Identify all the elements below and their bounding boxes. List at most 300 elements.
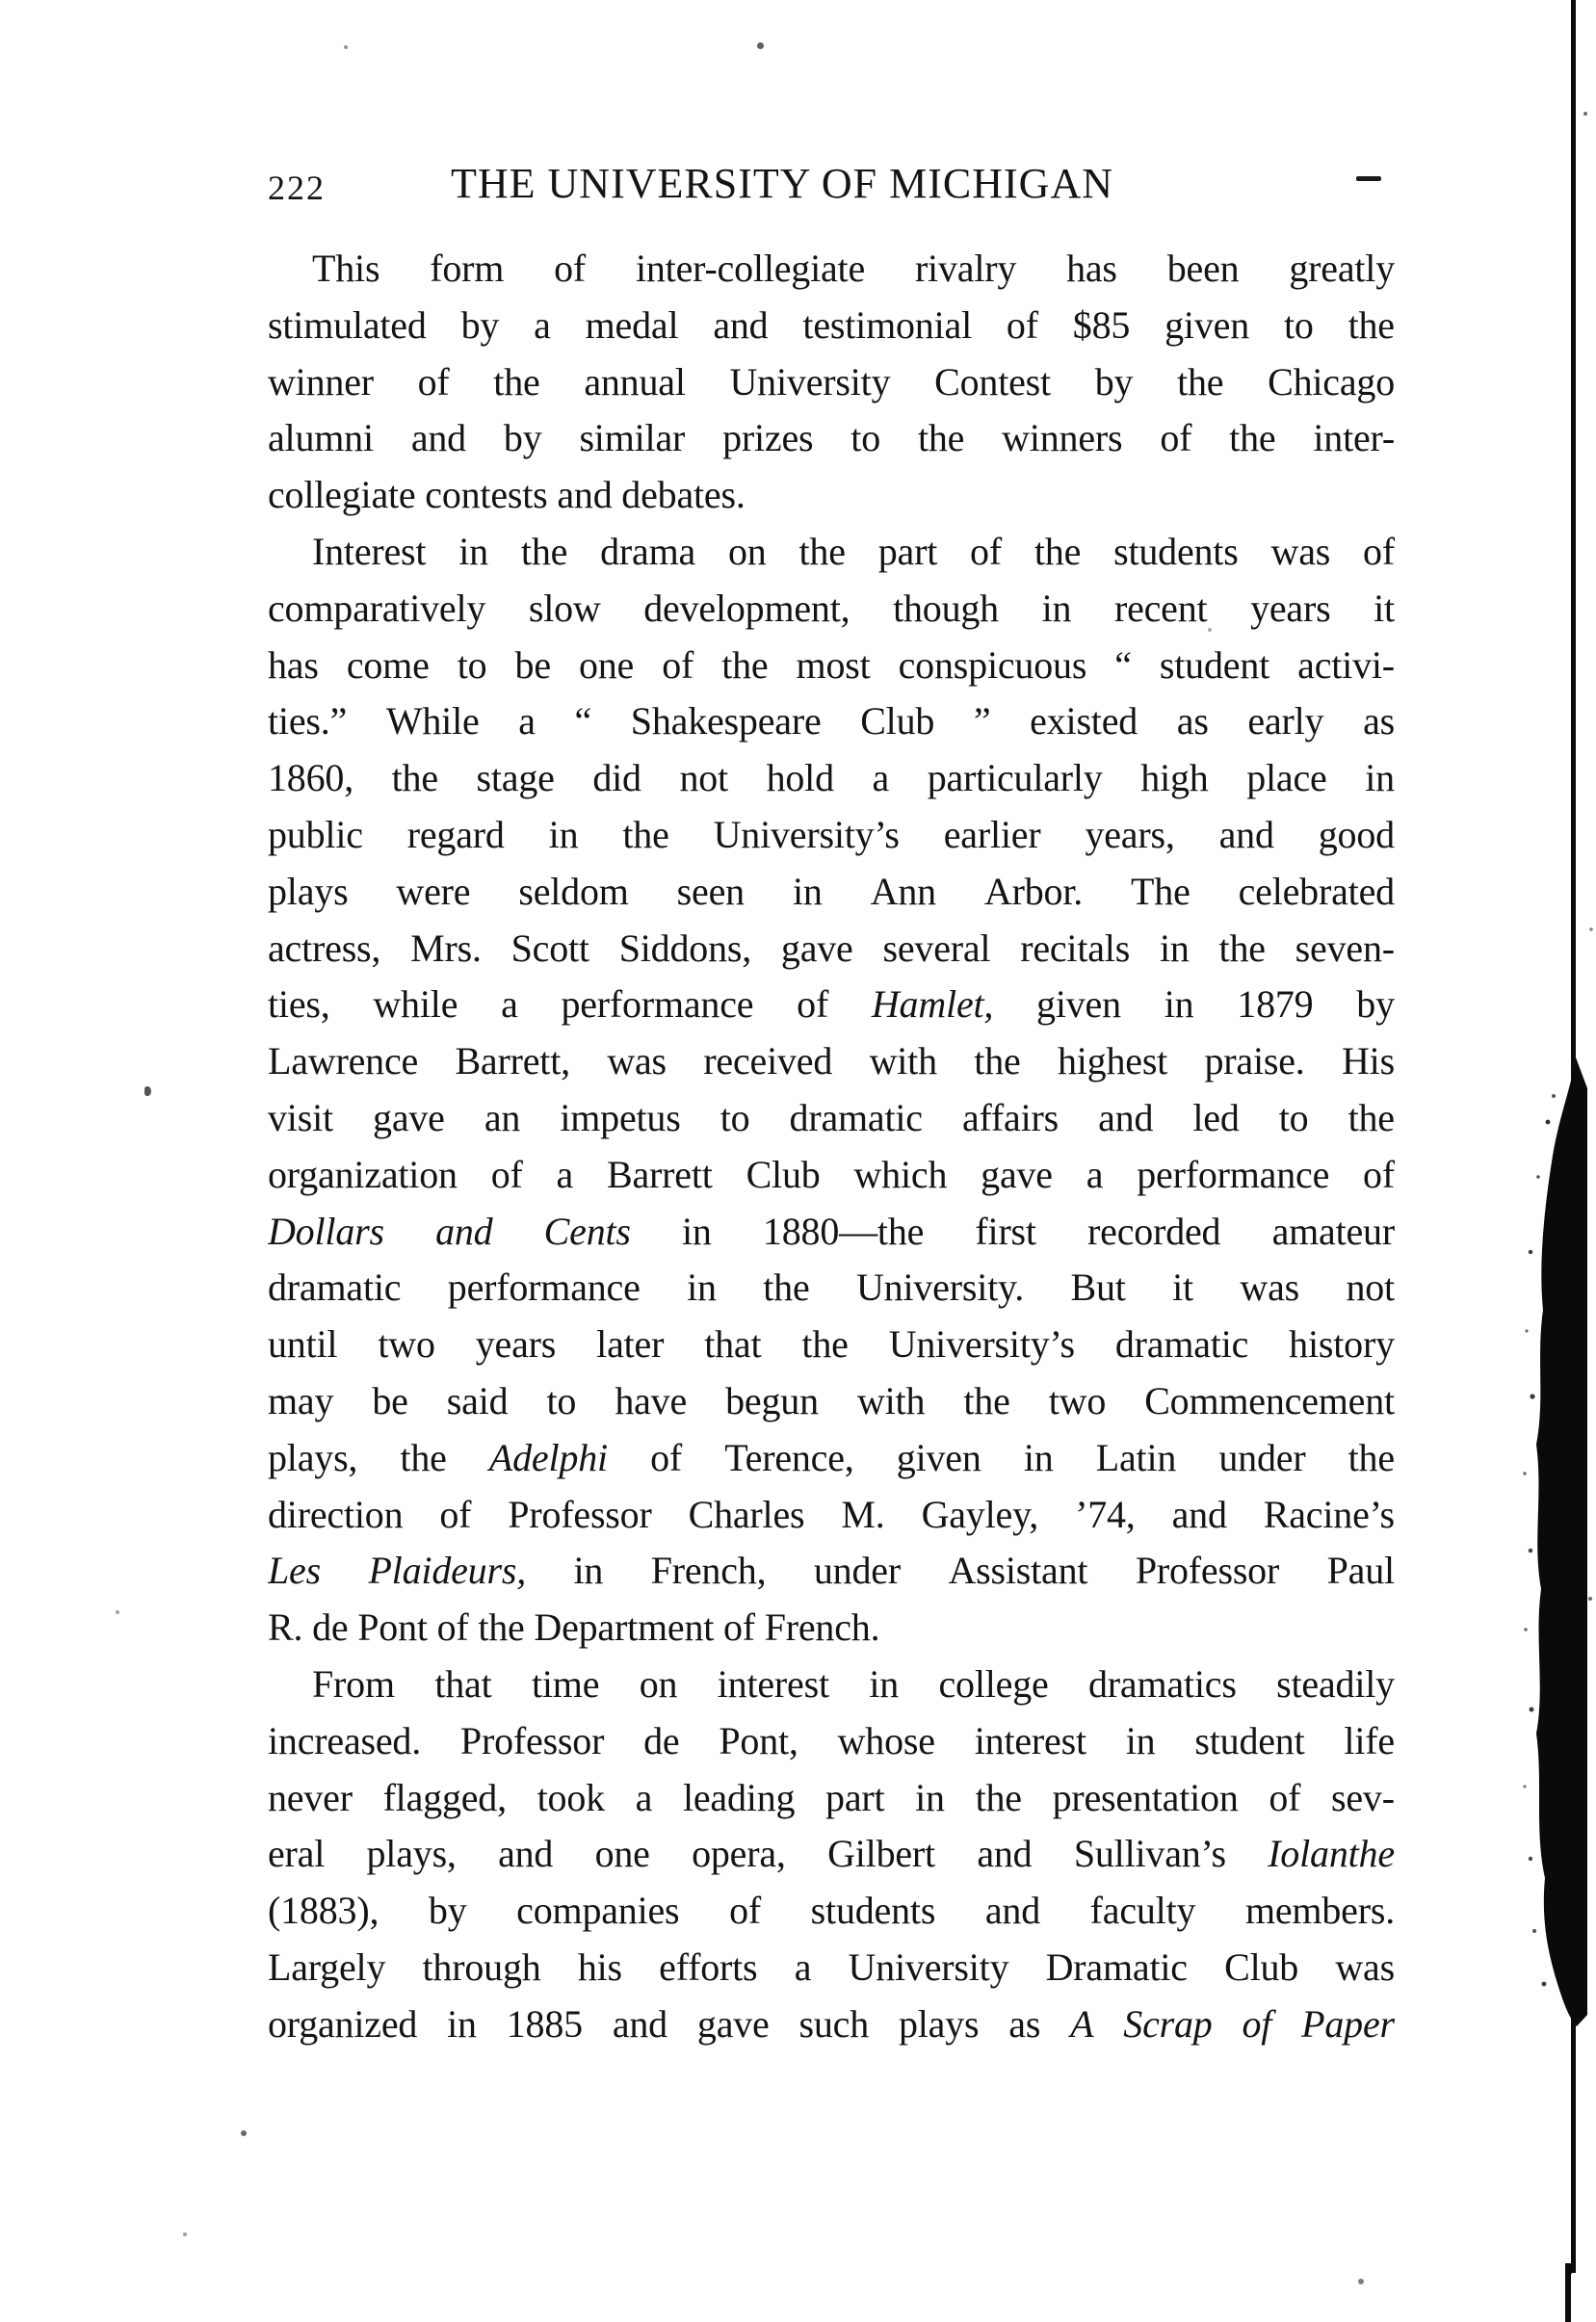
word: amateur bbox=[1271, 1209, 1395, 1253]
word: to bbox=[457, 642, 487, 687]
text-line bbox=[268, 1826, 1395, 1883]
word: that bbox=[434, 1661, 492, 1706]
word: ’74, bbox=[1075, 1492, 1136, 1536]
text-line bbox=[268, 1996, 1395, 2053]
word: students bbox=[1113, 529, 1239, 573]
word: gave bbox=[373, 1095, 445, 1139]
word: of bbox=[439, 1492, 472, 1536]
word: the bbox=[917, 416, 965, 460]
word: University. bbox=[855, 1265, 1025, 1310]
word: of bbox=[554, 247, 587, 290]
word: 1880—the bbox=[762, 1209, 925, 1253]
word: Assistant bbox=[948, 1549, 1088, 1593]
word: and bbox=[984, 1889, 1040, 1933]
text-line bbox=[268, 1260, 1395, 1317]
word: dramatic bbox=[268, 1265, 402, 1310]
paragraph bbox=[268, 524, 1395, 1657]
word: alumni bbox=[268, 416, 374, 460]
word: Pont, bbox=[719, 1718, 798, 1762]
word: of bbox=[729, 1889, 762, 1933]
word: University’s bbox=[713, 812, 900, 856]
text-line bbox=[268, 1657, 1395, 1713]
text-line bbox=[268, 581, 1395, 638]
word: Gilbert bbox=[827, 1832, 935, 1876]
word: While bbox=[385, 699, 480, 744]
text-line bbox=[268, 467, 1395, 524]
word: Club bbox=[1224, 1944, 1299, 1989]
word: and bbox=[1171, 1492, 1227, 1536]
word: inter- bbox=[1313, 416, 1395, 460]
scan-speckle bbox=[116, 1610, 119, 1614]
word: it bbox=[1374, 586, 1395, 630]
word: in bbox=[1365, 756, 1395, 800]
scan-speckle bbox=[241, 2130, 247, 2136]
word: and bbox=[498, 1832, 554, 1876]
word: by bbox=[503, 416, 542, 460]
word: winners bbox=[1002, 416, 1123, 460]
word: the bbox=[1229, 416, 1276, 460]
word: visit bbox=[268, 1095, 333, 1139]
word: Dramatic bbox=[1045, 1944, 1188, 1989]
word: Barrett, bbox=[455, 1039, 570, 1083]
word: the bbox=[622, 812, 669, 856]
word: the bbox=[798, 529, 846, 573]
word: under bbox=[1218, 1435, 1306, 1479]
word: a bbox=[794, 1944, 812, 1989]
word: presentation bbox=[1052, 1775, 1239, 1819]
word: the bbox=[1347, 302, 1395, 347]
word: life bbox=[1344, 1718, 1395, 1762]
word: begun bbox=[725, 1378, 819, 1422]
word: Chicago bbox=[1268, 359, 1395, 404]
word: given bbox=[896, 1435, 981, 1479]
word: ” bbox=[973, 699, 991, 744]
word: in bbox=[792, 869, 823, 913]
word: in bbox=[682, 1209, 712, 1253]
word: performance bbox=[561, 982, 754, 1027]
word: Professor bbox=[1135, 1549, 1280, 1593]
word: to bbox=[720, 1095, 750, 1139]
word: given bbox=[1036, 982, 1121, 1027]
word: in bbox=[573, 1549, 604, 1593]
paragraph bbox=[268, 1657, 1395, 2053]
scan-speckle bbox=[1208, 628, 1212, 632]
word: earlier bbox=[943, 812, 1041, 856]
word: as bbox=[1008, 2001, 1041, 2046]
word: and bbox=[410, 416, 466, 460]
word: Latin bbox=[1095, 1435, 1177, 1479]
word: recent bbox=[1113, 586, 1208, 630]
word: received bbox=[703, 1039, 833, 1083]
word: a bbox=[518, 699, 536, 744]
word: the bbox=[1347, 1435, 1395, 1479]
word: Dollars bbox=[268, 1209, 384, 1253]
text-column bbox=[268, 241, 1395, 2053]
word: two bbox=[1048, 1378, 1107, 1422]
word: affairs bbox=[961, 1095, 1059, 1139]
scan-speckle bbox=[183, 2232, 187, 2236]
word: may bbox=[268, 1378, 334, 1422]
word: Largely bbox=[268, 1944, 386, 1989]
word: de bbox=[643, 1718, 680, 1762]
word: which bbox=[853, 1152, 948, 1196]
book-binding-shadow bbox=[1519, 0, 1596, 2322]
text-line bbox=[268, 807, 1395, 864]
word: the bbox=[801, 1322, 849, 1367]
word: college bbox=[938, 1661, 1049, 1706]
binding-wedge bbox=[1536, 1057, 1587, 2026]
word: the bbox=[975, 1775, 1022, 1819]
word: University’s bbox=[888, 1322, 1075, 1367]
word: the bbox=[963, 1378, 1010, 1422]
word: high bbox=[1140, 756, 1209, 800]
word: a bbox=[635, 1775, 653, 1819]
word: as bbox=[1363, 699, 1395, 744]
word: it bbox=[1172, 1265, 1193, 1310]
word: years bbox=[475, 1322, 557, 1367]
word: Club bbox=[860, 699, 935, 744]
word: of bbox=[1006, 302, 1038, 347]
scan-speckle bbox=[757, 42, 764, 49]
word: stage bbox=[476, 756, 555, 800]
word: public bbox=[268, 812, 363, 856]
text-line bbox=[268, 524, 1395, 581]
word: time bbox=[531, 1661, 600, 1706]
text-line bbox=[268, 1430, 1395, 1487]
text-line bbox=[268, 750, 1395, 807]
word: the bbox=[391, 756, 438, 800]
word: faculty bbox=[1089, 1889, 1196, 1933]
word: His bbox=[1342, 1039, 1395, 1083]
word: direction bbox=[268, 1492, 404, 1536]
word: Charles bbox=[688, 1492, 805, 1536]
word: by bbox=[460, 302, 500, 347]
text-line bbox=[268, 1090, 1395, 1147]
word: plays, bbox=[366, 1832, 457, 1876]
word: (1883), bbox=[268, 1889, 379, 1933]
word: Interest bbox=[312, 529, 427, 573]
text-line bbox=[268, 1543, 1395, 1600]
word: a bbox=[872, 756, 890, 800]
word: good bbox=[1318, 812, 1395, 856]
word: From bbox=[312, 1661, 395, 1706]
word: of bbox=[1160, 416, 1192, 460]
word: that bbox=[704, 1322, 762, 1367]
word: ties, bbox=[268, 982, 330, 1027]
word: rivalry bbox=[914, 247, 1017, 290]
word: the bbox=[1218, 926, 1266, 970]
word: the bbox=[1177, 359, 1224, 404]
text-line bbox=[268, 1600, 1395, 1657]
word: was bbox=[1270, 529, 1331, 573]
word: first bbox=[975, 1209, 1036, 1253]
word: of bbox=[662, 642, 694, 687]
word: and bbox=[977, 1832, 1033, 1876]
word: particularly bbox=[927, 756, 1103, 800]
word: actress, bbox=[268, 926, 381, 970]
word: history bbox=[1289, 1322, 1395, 1367]
word: in bbox=[869, 1661, 900, 1706]
word: the bbox=[974, 1039, 1021, 1083]
word: part bbox=[877, 529, 938, 573]
word: slow bbox=[528, 586, 601, 630]
word: greatly bbox=[1289, 247, 1395, 290]
word: M. bbox=[841, 1492, 885, 1536]
word: regard bbox=[406, 812, 505, 856]
word: seven- bbox=[1295, 926, 1395, 970]
word: interest bbox=[717, 1661, 829, 1706]
word: 1879 bbox=[1237, 982, 1314, 1027]
word: “ bbox=[574, 699, 592, 744]
word: was bbox=[607, 1039, 667, 1083]
word: Cents bbox=[543, 1209, 631, 1253]
word: of bbox=[970, 529, 1002, 573]
word: to bbox=[1278, 1095, 1309, 1139]
word: with bbox=[869, 1039, 937, 1083]
text-line bbox=[268, 1317, 1395, 1373]
word: under bbox=[813, 1549, 901, 1593]
word: Mrs. bbox=[410, 926, 482, 970]
word: of bbox=[1242, 2001, 1272, 2046]
word: be bbox=[514, 642, 551, 687]
word: Iolanthe bbox=[1268, 1832, 1395, 1876]
word: plays bbox=[268, 869, 349, 913]
word: 1860, bbox=[268, 756, 354, 800]
word: Contest bbox=[934, 359, 1051, 404]
word: whose bbox=[837, 1718, 935, 1762]
word: said bbox=[446, 1378, 509, 1422]
word: performance bbox=[1137, 1152, 1330, 1196]
word: the bbox=[493, 359, 540, 404]
word: to bbox=[1283, 302, 1314, 347]
word: dramatics bbox=[1088, 1661, 1237, 1706]
word: A bbox=[1070, 2001, 1094, 2046]
word: of bbox=[417, 359, 450, 404]
word: one bbox=[594, 1832, 650, 1876]
text-line bbox=[268, 1373, 1395, 1430]
word: This bbox=[312, 247, 380, 290]
word: in bbox=[915, 1775, 945, 1819]
word: a bbox=[501, 982, 518, 1027]
word: of bbox=[1363, 1152, 1395, 1196]
word: inter-collegiate bbox=[635, 247, 866, 290]
text-line bbox=[268, 1147, 1395, 1204]
word: Club bbox=[746, 1152, 821, 1196]
word: recitals bbox=[1020, 926, 1131, 970]
word: winner bbox=[268, 359, 374, 404]
word: an bbox=[484, 1095, 521, 1139]
word: on bbox=[727, 529, 767, 573]
word: Hamlet, bbox=[871, 982, 994, 1027]
word: in bbox=[1023, 1435, 1054, 1479]
word: the bbox=[763, 1265, 810, 1310]
text-line bbox=[268, 1883, 1395, 1940]
word: has bbox=[268, 642, 319, 687]
word: in bbox=[1125, 1718, 1156, 1762]
word: organized bbox=[268, 2001, 418, 2046]
word: organization bbox=[268, 1152, 458, 1196]
word: students bbox=[810, 1889, 936, 1933]
word: in bbox=[1041, 586, 1072, 630]
word: and bbox=[612, 2001, 667, 2046]
word: Scrap bbox=[1123, 2001, 1213, 2046]
word: recorded bbox=[1087, 1209, 1221, 1253]
word: annual bbox=[584, 359, 686, 404]
word: dramatic bbox=[789, 1095, 923, 1139]
word: Terence, bbox=[724, 1435, 854, 1479]
scan-dash-artifact bbox=[1356, 176, 1381, 181]
word: to bbox=[546, 1378, 577, 1422]
word: Scott bbox=[510, 926, 589, 970]
word: a bbox=[556, 1152, 574, 1196]
text-line bbox=[268, 1033, 1395, 1090]
word: by bbox=[1094, 359, 1134, 404]
word: come bbox=[346, 642, 430, 687]
word: sev- bbox=[1331, 1775, 1395, 1819]
word: while bbox=[373, 982, 458, 1027]
word: Plaideurs, bbox=[368, 1549, 527, 1593]
text-line bbox=[268, 241, 1395, 298]
word: $85 bbox=[1072, 302, 1131, 347]
word: interest bbox=[974, 1718, 1086, 1762]
word: never bbox=[268, 1775, 353, 1819]
word: prizes bbox=[722, 416, 814, 460]
word: led bbox=[1192, 1095, 1240, 1139]
word: the bbox=[400, 1435, 447, 1479]
word: Paul bbox=[1326, 1549, 1395, 1593]
word: given bbox=[1164, 302, 1249, 347]
word: Paper bbox=[1301, 2001, 1395, 2046]
text-line bbox=[268, 1940, 1395, 1996]
word: Racine’s bbox=[1263, 1492, 1395, 1536]
word: did bbox=[592, 756, 641, 800]
word: through bbox=[422, 1944, 541, 1989]
word: later bbox=[596, 1322, 665, 1367]
word: Sullivan’s bbox=[1073, 1832, 1226, 1876]
word: opera, bbox=[692, 1832, 786, 1876]
word: to bbox=[850, 416, 881, 460]
word: conspicuous bbox=[898, 642, 1087, 687]
word: impetus bbox=[560, 1095, 681, 1139]
word: in bbox=[447, 2001, 477, 2046]
word: in bbox=[458, 529, 488, 573]
word: ties.” bbox=[268, 699, 348, 744]
word: plays, bbox=[268, 1435, 358, 1479]
binding-line-kink bbox=[1565, 2263, 1571, 2322]
running-head bbox=[268, 157, 1395, 207]
word: not bbox=[1346, 1265, 1395, 1310]
word: of bbox=[797, 982, 829, 1027]
text-line bbox=[268, 921, 1395, 978]
word: a bbox=[1086, 1152, 1104, 1196]
page-header-title: THE UNIVERSITY OF MICHIGAN bbox=[451, 160, 1113, 207]
word: medal bbox=[585, 302, 679, 347]
text-line bbox=[268, 1204, 1395, 1261]
page-number: 222 bbox=[268, 169, 326, 207]
word: in bbox=[548, 812, 579, 856]
text-line bbox=[268, 1713, 1395, 1770]
word: several bbox=[882, 926, 991, 970]
word: by bbox=[1356, 982, 1395, 1027]
word: of bbox=[490, 1152, 523, 1196]
word: celebrated bbox=[1238, 869, 1395, 913]
word: part bbox=[825, 1775, 885, 1819]
text-line bbox=[268, 864, 1395, 921]
text-segment: R. de Pont of the Department of French. bbox=[268, 1605, 880, 1650]
word: efforts bbox=[659, 1944, 758, 1989]
word: as bbox=[1176, 699, 1209, 744]
word: of bbox=[1363, 529, 1395, 573]
word: the bbox=[721, 642, 769, 687]
word: companies bbox=[516, 1889, 680, 1933]
word: seldom bbox=[518, 869, 629, 913]
word: in bbox=[687, 1265, 717, 1310]
word: years bbox=[1250, 586, 1331, 630]
word: form bbox=[430, 247, 505, 290]
word: Adelphi bbox=[488, 1435, 608, 1479]
word: plays bbox=[898, 2001, 980, 2046]
word: in bbox=[1164, 982, 1194, 1027]
word: a bbox=[534, 302, 551, 347]
word: and bbox=[1218, 812, 1274, 856]
word: performance bbox=[447, 1265, 641, 1310]
word: be bbox=[372, 1378, 408, 1422]
word: dramatic bbox=[1114, 1322, 1249, 1367]
word: Professor bbox=[508, 1492, 652, 1536]
word: Barrett bbox=[607, 1152, 713, 1196]
word: most bbox=[796, 642, 871, 687]
word: the bbox=[520, 529, 568, 573]
word: stimulated bbox=[268, 302, 427, 347]
word: was bbox=[1335, 1944, 1395, 1989]
word: increased. bbox=[268, 1718, 422, 1762]
word: Les bbox=[268, 1549, 321, 1593]
word: Ann bbox=[870, 869, 936, 913]
text-line bbox=[268, 977, 1395, 1033]
word: Professor bbox=[459, 1718, 605, 1762]
word: have bbox=[615, 1378, 688, 1422]
word: Arbor. bbox=[983, 869, 1084, 913]
word: two bbox=[378, 1322, 435, 1367]
word: Lawrence bbox=[268, 1039, 419, 1083]
word: University bbox=[729, 359, 891, 404]
word: one bbox=[578, 642, 635, 687]
text-line bbox=[268, 354, 1395, 411]
word: the bbox=[1347, 1095, 1395, 1139]
word: student bbox=[1194, 1718, 1305, 1762]
word: his bbox=[577, 1944, 622, 1989]
word: steadily bbox=[1276, 1661, 1395, 1706]
word: development, bbox=[643, 586, 850, 630]
word: and bbox=[713, 302, 769, 347]
word: early bbox=[1247, 699, 1324, 744]
word: eral bbox=[268, 1832, 326, 1876]
word: University bbox=[848, 1944, 1009, 1989]
word: flagged, bbox=[382, 1775, 507, 1819]
word: hold bbox=[766, 756, 834, 800]
word: were bbox=[396, 869, 471, 913]
word: with bbox=[856, 1378, 926, 1422]
word: such bbox=[798, 2001, 870, 2046]
word: gave bbox=[981, 1152, 1053, 1196]
word: The bbox=[1131, 869, 1190, 913]
text-line bbox=[268, 1487, 1395, 1544]
word: not bbox=[679, 756, 728, 800]
word: similar bbox=[579, 416, 686, 460]
word: by bbox=[428, 1889, 467, 1933]
scan-speckle bbox=[344, 45, 348, 49]
word: leading bbox=[682, 1775, 796, 1819]
